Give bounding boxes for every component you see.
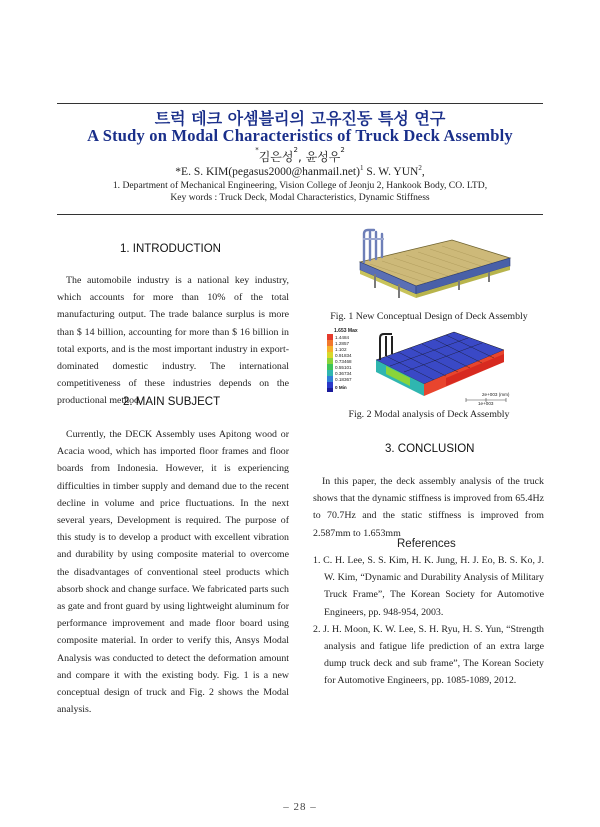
fig2-scale-mid-label: 1e+003 bbox=[478, 401, 494, 406]
fig2-legend-label-9: 0 Min bbox=[335, 385, 347, 390]
fig2-scale-label: 2e+003 (mm) bbox=[482, 392, 510, 397]
conclusion-paragraph: In this paper, the deck assembly analysis of the truck shows that the dynamic stiffness is improved from 65.4Hz to 70.7Hz and the static stiffness is improved from 2.587mm to 1.653mm bbox=[313, 476, 544, 539]
intro-heading: 1. INTRODUCTION bbox=[120, 243, 221, 255]
reference-item: 2. J. H. Moon, K. W. Lee, S. H. Ryu, H. S. Yun, “Strength analysis and fatigue life prediction of an extra large dump truck deck and sub frame”, The Korean Society for Automotive Engineers, pp. 1085-1089, 2012. bbox=[313, 623, 544, 687]
fig2-legend-label-7: 0.36734 bbox=[335, 371, 352, 376]
intro-paragraph: The automobile industry is a national key industry, which accounts for more than 10% of the total manufacturing output. The trade balance surplus is more than $ 14 billion, accounting for more than $ 16 billion in total exports, and is the most important industry in export-dominated domestic industry. The international competitiveness of these industries depends on the productional method bbox=[57, 275, 289, 407]
authors-english: *E. S. KIM(pegasus2000@hanmail.net)$^1$ S. W. YUN$^2$, bbox=[175, 164, 425, 178]
fig2-legend-label-2: 1.2857 bbox=[335, 341, 350, 346]
references-list bbox=[313, 552, 544, 690]
reference-item: 1. C. H. Lee, S. S. Kim, H. K. Jung, H. J. Eo, B. S. Ko, J. W. Kim, “Dynamic and Durability Analysis of Military Truck Frame”, The Korean Society for Automotive Engineers, pp. 948-954, 2003. bbox=[313, 555, 544, 618]
main-subject-heading: 2. MAIN SUBJECT bbox=[123, 396, 221, 408]
title-english: A Study on Modal Characteristics of Truck Deck Assembly bbox=[87, 126, 513, 145]
fig2-legend-label-5: 0.73468 bbox=[335, 359, 352, 364]
fig2-legend-label-8: 0.18367 bbox=[335, 377, 352, 382]
top-rule bbox=[57, 103, 543, 104]
fig2-legend-label-4: 0.91834 bbox=[335, 353, 352, 358]
fig2-legend-label-3: 1.102 bbox=[335, 347, 347, 352]
figure-1-caption: Fig. 1 New Conceptual Design of Deck Assembly bbox=[330, 311, 528, 322]
figure-1-truck-deck-render bbox=[354, 228, 514, 308]
authors-korean: *김은성$^2$, 윤성우$^2$ bbox=[255, 146, 345, 164]
main-subject-paragraph: Currently, the DECK Assembly uses Apitong wood or Acacia wood, which has imported floor frames and floor boards from Indonesia. However, it is experiencing difficulties in timber supply and demand due to the recent decline in volume and price fluctuations. In the next several years, Development is required. The purpose of this study is to develop a product with excellent vibration and durability by using composite material to overcome the disadvantages of conventional steel products which absorb shock and change surface. We fabricated parts such as gate and front guard by using lightweight aluminum for performance improvement and made floor board using composite material. In order to verify this, Ansys Modal Analysis was conducted to detect the deformation amount and compare it with the existing body. Fig. 1 is a new conceptual design of truck and Fig. 2 shows the Modal analysis. bbox=[57, 429, 289, 716]
affiliation: 1. Department of Mechanical Engineering, Vision College of Jeonju 2, Hankook Body, CO. LTD, bbox=[112, 180, 488, 191]
fig2-legend-label-6: 0.55101 bbox=[335, 365, 352, 370]
fig2-legend-label-0: 1.653 Max bbox=[334, 328, 358, 334]
title-korean: 트럭 데크 아셈블리의 고유진동 특성 연구 bbox=[154, 109, 446, 128]
references-heading: References bbox=[397, 538, 456, 550]
header-bottom-rule bbox=[57, 214, 543, 215]
keywords: Key words : Truck Deck, Modal Characteristics, Dynamic Stiffness bbox=[170, 192, 430, 203]
conclusion-heading: 3. CONCLUSION bbox=[385, 443, 475, 455]
fig2-legend-label-1: 1.4484 bbox=[335, 335, 350, 340]
figure-2-caption: Fig. 2 Modal analysis of Deck Assembly bbox=[348, 409, 510, 420]
figure-2-modal-analysis bbox=[326, 326, 513, 406]
page-number: – 28 – bbox=[283, 801, 317, 813]
